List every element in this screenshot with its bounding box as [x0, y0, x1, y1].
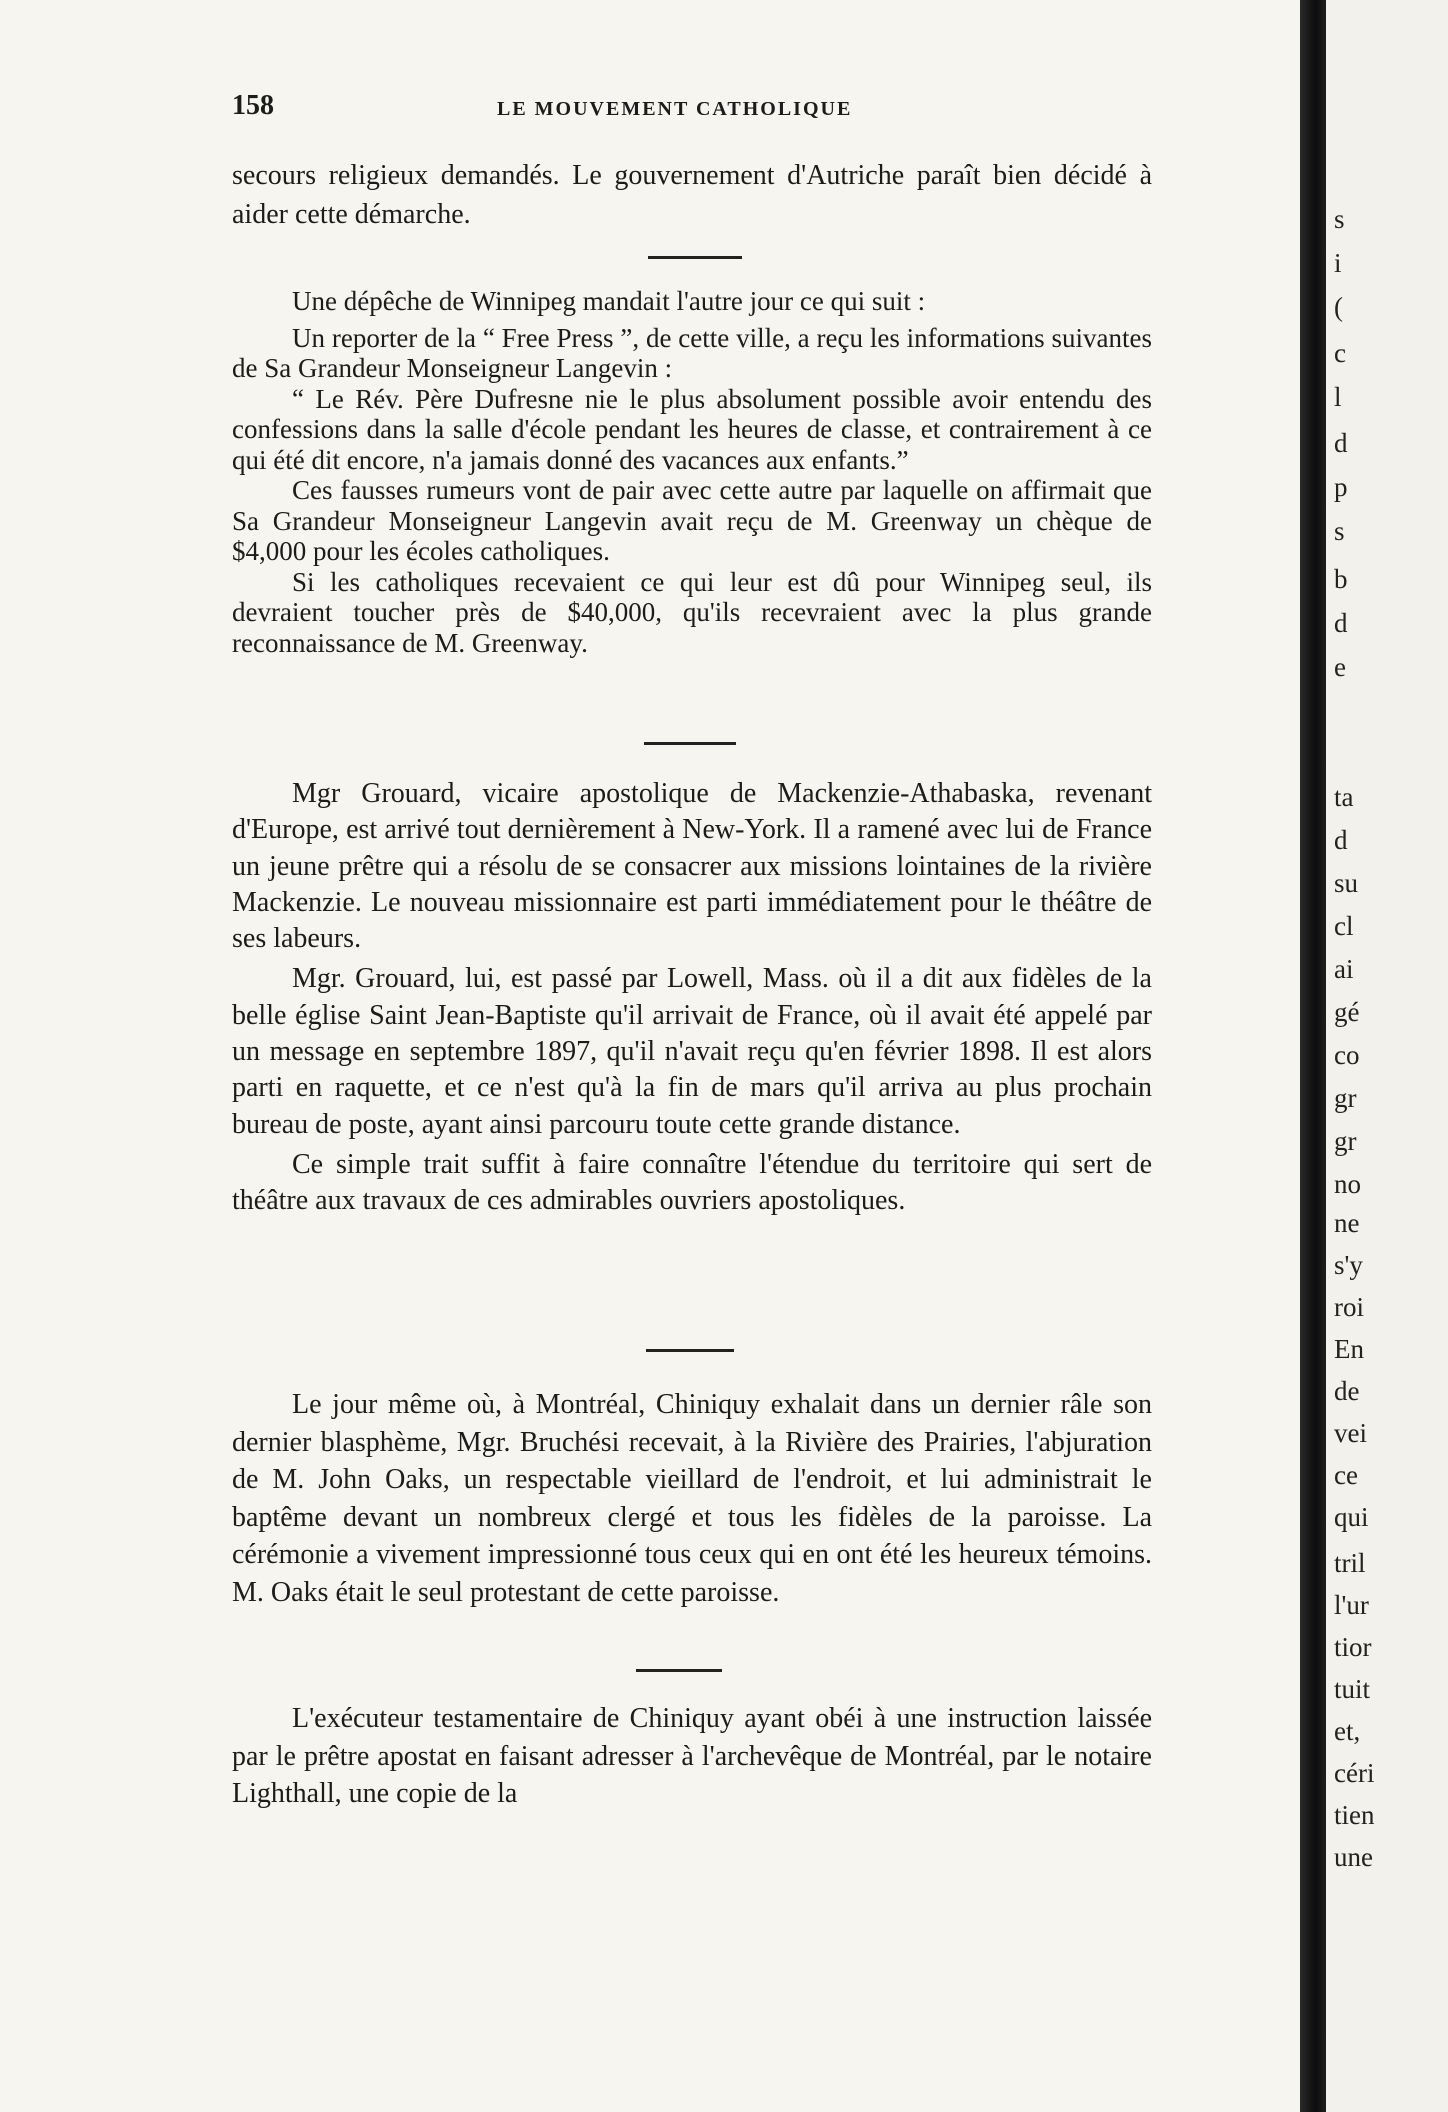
paragraph: L'exécuteur testamentaire de Chiniquy ayant obéi à une instruction laissée par le prêtre apostat en faisant adresser à l'archevêque de Montréal, par le notaire Lighthall, une copie de la	[232, 1703, 1152, 1809]
facing-page-fragment: cl	[1334, 911, 1354, 941]
section-divider	[636, 1669, 722, 1672]
facing-page-fragment: l'ur	[1334, 1590, 1369, 1620]
facing-page-fragment: s	[1334, 516, 1345, 546]
facing-page-fragment: gr	[1334, 1083, 1357, 1113]
facing-page-fragment: e	[1334, 652, 1346, 682]
facing-page-fragment: tuit	[1334, 1674, 1371, 1704]
facing-page-fragment: En	[1334, 1334, 1364, 1364]
facing-page-fragment: s'y	[1334, 1250, 1363, 1280]
facing-page-fragment: de	[1334, 1376, 1360, 1406]
paragraph: secours religieux demandés. Le gouvernement d'Autriche paraît bien décidé à aider cette démarche.	[232, 160, 1152, 230]
facing-page-fragment: vei	[1334, 1418, 1367, 1448]
facing-page-fragment: tril	[1334, 1548, 1366, 1578]
section-divider	[646, 1349, 734, 1352]
facing-page-fragment: p	[1334, 472, 1348, 502]
facing-page-fragment: qui	[1334, 1502, 1369, 1532]
facing-page-fragment: tien	[1334, 1800, 1375, 1830]
paragraph: Mgr. Grouard, lui, est passé par Lowell, Mass. où il a dit aux fidèles de la belle église Saint Jean-Baptiste qu'il arrivait de France, où il avait été appelé par un message en septembre 1897, qu'il n'avait reçu qu'en février 1898. Il est alors parti en raquette, et ce n'est qu'à la fin de mars qu'il arriva au plus prochain bureau de poste, ayant ainsi parcouru toute cette grande distance.	[232, 963, 1152, 1140]
paragraph: Mgr Grouard, vicaire apostolique de Mackenzie-Athabaska, revenant d'Europe, est arrivé tout dernièrement à New-York. Il a ramené avec lui de France un jeune prêtre qui a résolu de se consacrer aux missions lointaines de la rivière Mackenzie. Le nouveau missionnaire est parti immédiatement pour le théâtre de ses labeurs.	[232, 778, 1152, 955]
facing-page-fragment: l	[1334, 382, 1342, 412]
paragraph: Le jour même où, à Montréal, Chiniquy exhalait dans un dernier râle son dernier blasphème, Mgr. Bruchési recevait, à la Rivière des Prairies, l'abjuration de M. John Oaks, un respectable vieillard de l'endroit, et lui administrait le baptême devant un nombreux clergé et tous les fidèles de la paroisse. La cérémonie a vivement impressionné tous ceux qui en ont été les heureux témoins. M. Oaks était le seul protestant de cette paroisse.	[232, 1389, 1152, 1608]
page-header	[232, 90, 1122, 130]
facing-page-fragment: no	[1334, 1169, 1361, 1199]
article-chiniquy	[232, 1386, 1152, 1611]
continuation-block	[232, 156, 1152, 234]
paragraph: Ces fausses rumeurs vont de pair avec cette autre par laquelle on affirmait que Sa Grandeur Monseigneur Langevin avait reçu de M. Greenway un chèque de $4,000 pour les écoles catholiques.	[232, 475, 1152, 566]
facing-page-fragment: s	[1334, 204, 1345, 234]
paragraph: “ Le Rév. Père Dufresne nie le plus absolument possible avoir entendu des confessions dans la salle d'école pendant les heures de classe, et contrairement à ce qui été dit encore, n'a jamais donné des vacances aux enfants.”	[232, 383, 1152, 475]
paragraph: Un reporter de la “ Free Press ”, de cette ville, a reçu les informations suivantes de Sa Grandeur Monseigneur Langevin :	[232, 322, 1152, 383]
article-executeur	[232, 1700, 1152, 1813]
facing-page-fragment: gé	[1334, 997, 1360, 1027]
facing-page-fragment: céri	[1334, 1758, 1375, 1788]
article-grouard	[232, 776, 1152, 1220]
facing-page-fragment: tior	[1334, 1632, 1372, 1662]
facing-page-fragment: ce	[1334, 1460, 1358, 1490]
facing-page-fragment: et,	[1334, 1716, 1361, 1746]
book-spine	[1300, 0, 1326, 2112]
facing-page-fragment: d	[1334, 825, 1348, 855]
facing-page-fragment: gr	[1334, 1126, 1357, 1156]
section-divider	[644, 742, 736, 745]
facing-page-fragment: ai	[1334, 954, 1354, 984]
facing-page-fragment: (	[1334, 292, 1343, 322]
facing-page-fragment: roi	[1334, 1292, 1364, 1322]
facing-page-fragment: b	[1334, 564, 1348, 594]
facing-page-fragment: une	[1334, 1842, 1373, 1872]
paragraph: Ce simple trait suffit à faire connaître l'étendue du territoire qui sert de théâtre aux travaux de ces admirables ouvriers apostoliques.	[232, 1148, 1152, 1217]
facing-page-fragment: i	[1334, 248, 1342, 278]
facing-page-fragment: co	[1334, 1040, 1360, 1070]
running-title: LE MOUVEMENT CATHOLIQUE	[497, 98, 853, 120]
facing-page-fragment: su	[1334, 868, 1359, 898]
facing-page-edge	[1326, 0, 1448, 2112]
facing-page-fragment: d	[1334, 428, 1348, 458]
facing-page-fragment: ne	[1334, 1208, 1360, 1238]
facing-page-fragment: c	[1334, 338, 1346, 368]
facing-page-fragment: d	[1334, 608, 1348, 638]
section-divider	[648, 256, 742, 259]
article-winnipeg	[232, 286, 1152, 658]
paragraph: Si les catholiques recevaient ce qui leur est dû pour Winnipeg seul, ils devraient toucher près de $40,000, qu'ils recevraient avec la plus grande reconnaissance de M. Greenway.	[232, 566, 1152, 658]
paragraph: Une dépêche de Winnipeg mandait l'autre jour ce qui suit :	[292, 286, 926, 316]
facing-page-fragment: ta	[1334, 782, 1354, 812]
page-number: 158	[232, 90, 274, 121]
